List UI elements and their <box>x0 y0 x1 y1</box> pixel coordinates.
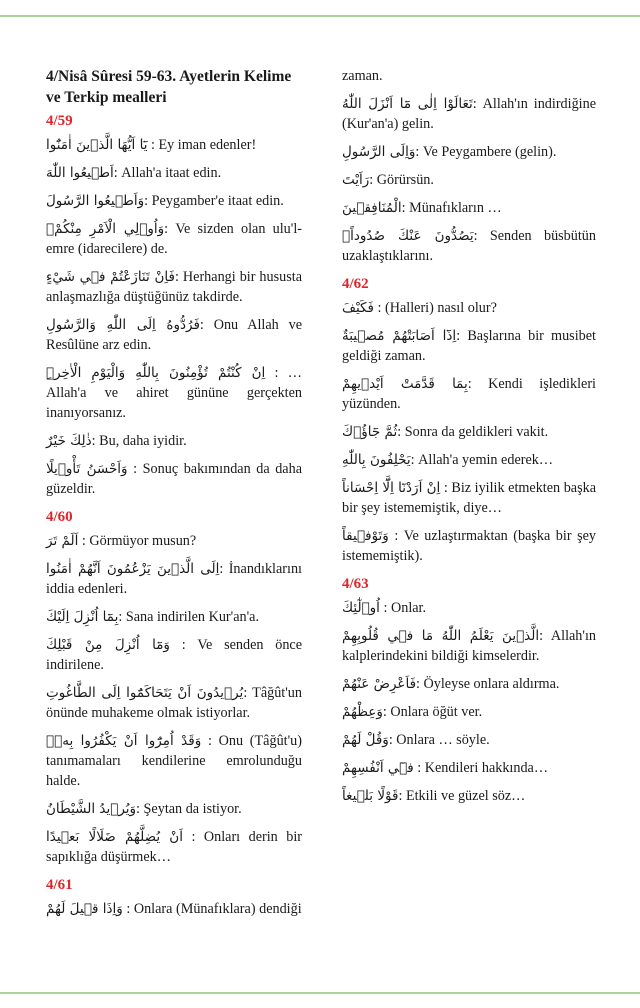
translation: : Ve Peygambere (gelin). <box>415 144 557 160</box>
entry-59-7 <box>46 363 302 423</box>
translation: : (Halleri) nasıl olur? <box>373 300 497 316</box>
arabic-phrase: وَتَوْف۪يقاً <box>342 528 389 544</box>
translation: : Allah'ın indirdiğine (Kur'an'a) gelin. <box>342 96 597 132</box>
page-title: 4/Nisâ Sûresi 59-63. Ayetlerin Kelime ve Terkip mealleri <box>46 68 292 106</box>
arabic-phrase: ذٰلِكَ خَيْرٌ <box>46 433 92 449</box>
arabic-phrase: وَاَحْسَنُ تَأْو۪يلًا <box>46 461 128 477</box>
entry-61-1 <box>46 899 302 919</box>
arabic-phrase: الَّذ۪ينَ يَعْلَمُ اللّٰهُ مَا ف۪ي قُلُوبِهِمْ <box>342 628 540 644</box>
section-heading-59: 4/59 <box>46 113 73 129</box>
arabic-phrase: تَعَالَوْا اِلٰى مَٓا اَنْزَلَ اللّٰهُ <box>342 96 473 112</box>
translation: : Allah'a itaat edin. <box>113 165 222 181</box>
arabic-phrase: وَمَٓا اُنْزِلَ مِنْ قَبْلِكَ <box>46 637 170 653</box>
entry-59-5 <box>46 267 302 307</box>
entry-62-5 <box>342 450 596 470</box>
entry-61-5 <box>342 198 596 218</box>
arabic-phrase: اِنْ كُنْتُمْ تُؤْمِنُونَ بِاللّٰهِ وَالْيَوْمِ الْاٰخِرِۜ <box>46 365 266 381</box>
translation: : Senden büsbütün uzaklaştıklarını. <box>342 228 596 264</box>
translation: : Şeytan da istiyor. <box>136 801 242 817</box>
arabic-phrase: اَط۪يعُوا اللّٰهَ <box>46 165 114 181</box>
arabic-phrase: وَيُر۪يدُ الشَّيْطَانُ <box>46 801 137 817</box>
arabic-phrase: وَاَط۪يعُوا الرَّسُولَ <box>46 193 145 209</box>
entry-59-4 <box>46 219 302 259</box>
arabic-phrase: وَاُو۬لِي الْاَمْرِ مِنْكُمْۚ <box>46 221 165 237</box>
translation: : Allah'a yemin ederek… <box>410 452 554 468</box>
entry-59-1 <box>46 135 302 155</box>
translation: : Görmüyor musun? <box>78 533 197 549</box>
entry-60-3 <box>46 607 302 627</box>
arabic-phrase: يَصُدُّونَ عَنْكَ صُدُوداًۚ <box>342 228 474 244</box>
entry-59-6 <box>46 315 302 355</box>
arabic-phrase: اَنْ يُضِلَّهُمْ ضَلَالًا بَع۪يدًا <box>46 829 183 845</box>
arabic-phrase: وَعِظْهُمْ <box>342 704 383 720</box>
translation: : Onlar. <box>379 600 427 616</box>
translation: : Ve uzlaştırmaktan (başka bir şey istememiştik). <box>342 528 596 564</box>
translation: : Ey iman edenler! <box>147 137 257 153</box>
entry-61-3 <box>342 142 596 162</box>
arabic-phrase: وَقَدْ اُمِرُٓوا اَنْ يَكْفُرُوا بِه۪ۜ <box>46 733 202 749</box>
arabic-phrase: قَوْلًا بَل۪يغاً <box>342 788 399 804</box>
translation: : Başlarına bir musibet geldiği zaman. <box>342 328 596 364</box>
bottom-divider <box>0 992 640 994</box>
arabic-phrase: ف۪ٓي اَنْفُسِهِمْ <box>342 760 414 776</box>
arabic-phrase: يُر۪يدُونَ اَنْ يَتَحَاكَمُٓوا اِلَى الطَّاغُوتِ <box>46 685 244 701</box>
translation: : Öyleyse onlara aldırma. <box>416 676 560 692</box>
entry-63-4 <box>342 702 596 722</box>
arabic-phrase: اِذَٓا اَصَابَتْهُمْ مُص۪يبَةٌ <box>342 328 457 344</box>
arabic-phrase: فَرُدُّوهُ اِلَى اللّٰهِ وَالرَّسُولِ <box>46 317 200 333</box>
section-heading-61: 4/61 <box>46 877 73 893</box>
translation: : Ve sizden olan ulu'l-emre (idarecilere) de. <box>46 221 302 257</box>
translation: : Etkili ve güzel söz… <box>398 788 526 804</box>
arabic-phrase: اِنْ اَرَدْنَٓا اِلَّٓا اِحْسَاناً <box>342 480 441 496</box>
entry-60-2 <box>46 559 302 599</box>
translation: : Kendileri hakkında… <box>413 760 549 776</box>
entry-63-5 <box>342 730 596 750</box>
translation: : Onu (Tâğût'u) tanımamaları kendilerine emrolunduğu halde. <box>46 733 302 789</box>
entry-62-2 <box>342 326 596 366</box>
entry-59-2 <box>46 163 302 183</box>
translation: : Onu Allah ve Resûlüne arz edin. <box>46 317 302 353</box>
entry-63-2 <box>342 626 596 666</box>
translation: : Onlara … söyle. <box>388 732 490 748</box>
entry-63-1 <box>342 598 596 618</box>
arabic-phrase: اُو۬لٰٓئِكَ <box>342 600 380 616</box>
translation: : Görürsün. <box>369 172 434 188</box>
entry-61-4 <box>342 170 596 190</box>
arabic-phrase: وَاِلَى الرَّسُولِ <box>342 144 416 160</box>
translation: : Onları derin bir sapıklığa düşürmek… <box>46 829 302 865</box>
entry-60-8 <box>46 827 302 867</box>
entry-62-6 <box>342 478 596 518</box>
entry-59-8 <box>46 431 302 451</box>
arabic-phrase: فَاَعْرِضْ عَنْهُمْ <box>342 676 417 692</box>
entry-59-3 <box>46 191 302 211</box>
entry-60-7 <box>46 799 302 819</box>
entry-61-2 <box>342 94 596 134</box>
arabic-phrase: يَحْلِفُونَ بِاللّٰهِ <box>342 452 411 468</box>
section-heading-63: 4/63 <box>342 576 369 592</box>
translation: : Münafıkların … <box>401 200 502 216</box>
entry-62-3 <box>342 374 596 414</box>
entry-59-9 <box>46 459 302 499</box>
section-heading-60: 4/60 <box>46 509 73 525</box>
entry-63-3 <box>342 674 596 694</box>
translation: : Peygamber'e itaat edin. <box>144 193 284 209</box>
translation: : Bu, daha iyidir. <box>91 433 187 449</box>
entry-60-5 <box>46 683 302 723</box>
entry-62-1 <box>342 298 596 318</box>
arabic-phrase: اِلَى الَّذ۪ينَ يَزْعُمُونَ اَنَّهُمْ اٰمَنُوا <box>46 561 220 577</box>
arabic-phrase: فَاِنْ تَنَازَعْتُمْ ف۪ي شَيْءٍ <box>46 269 175 285</box>
translation: : Herhangi bir hususta anlaşmazlığa düştüğünüz takdirde. <box>46 269 302 305</box>
entry-62-7 <box>342 526 596 566</box>
translation: : Sana indirilen Kur'an'a. <box>118 609 259 625</box>
top-divider <box>0 15 640 17</box>
translation: : İnandıklarını iddia edenleri. <box>46 561 302 597</box>
arabic-phrase: اَلَمْ تَرَ <box>46 533 79 549</box>
continuation-text: zaman. <box>342 68 383 84</box>
entry-60-6 <box>46 731 302 791</box>
translation: : Biz iyilik etmekten başka bir şey istememiştik, diye… <box>342 480 597 516</box>
entry-60-1 <box>46 531 302 551</box>
left-column <box>46 66 302 927</box>
arabic-phrase: ثُمَّ جَٓاؤُ۫كَ <box>342 424 398 440</box>
translation: : Onlara (Münafıklara) dendiği <box>122 901 302 917</box>
entry-60-4 <box>46 635 302 675</box>
entry-61-6 <box>342 226 596 266</box>
translation: : Kendi işledikleri yüzünden. <box>342 376 596 412</box>
entry-62-4 <box>342 422 596 442</box>
right-column <box>342 66 596 814</box>
arabic-phrase: وَاِذَا ق۪يلَ لَهُمْ <box>46 901 123 917</box>
arabic-phrase: الْمُنَافِق۪ينَ <box>342 200 402 216</box>
entry-63-6 <box>342 758 596 778</box>
translation: : Sonuç bakımından da daha güzeldir. <box>46 461 302 497</box>
arabic-phrase: بِمَٓا اُنْزِلَ اِلَيْكَ <box>46 609 119 625</box>
section-heading-62: 4/62 <box>342 276 369 292</box>
translation: : Allah'ın kalplerindekini bildiği kimselerdir. <box>342 628 596 664</box>
arabic-phrase: رَاَيْتَ <box>342 172 370 188</box>
translation: : Ve senden önce indirilene. <box>46 637 303 673</box>
arabic-phrase: فَكَيْفَ <box>342 300 374 316</box>
entry-63-7 <box>342 786 596 806</box>
arabic-phrase: وَقُلْ لَهُمْ <box>342 732 389 748</box>
arabic-phrase: بِمَا قَدَّمَتْ اَيْد۪يهِمْ <box>342 376 468 392</box>
arabic-phrase: يَٓا اَيُّهَا الَّذ۪ينَ اٰمَنُٓوا <box>46 137 148 153</box>
translation: : Onlara öğüt ver. <box>382 704 483 720</box>
translation: : Tâğût'un önünde muhakeme olmak istiyorlar. <box>46 685 302 721</box>
translation: : … Allah'a ve ahiret gününe gerçekten inanıyorsanız. <box>46 365 302 421</box>
translation: : Sonra da geldikleri vakit. <box>397 424 549 440</box>
